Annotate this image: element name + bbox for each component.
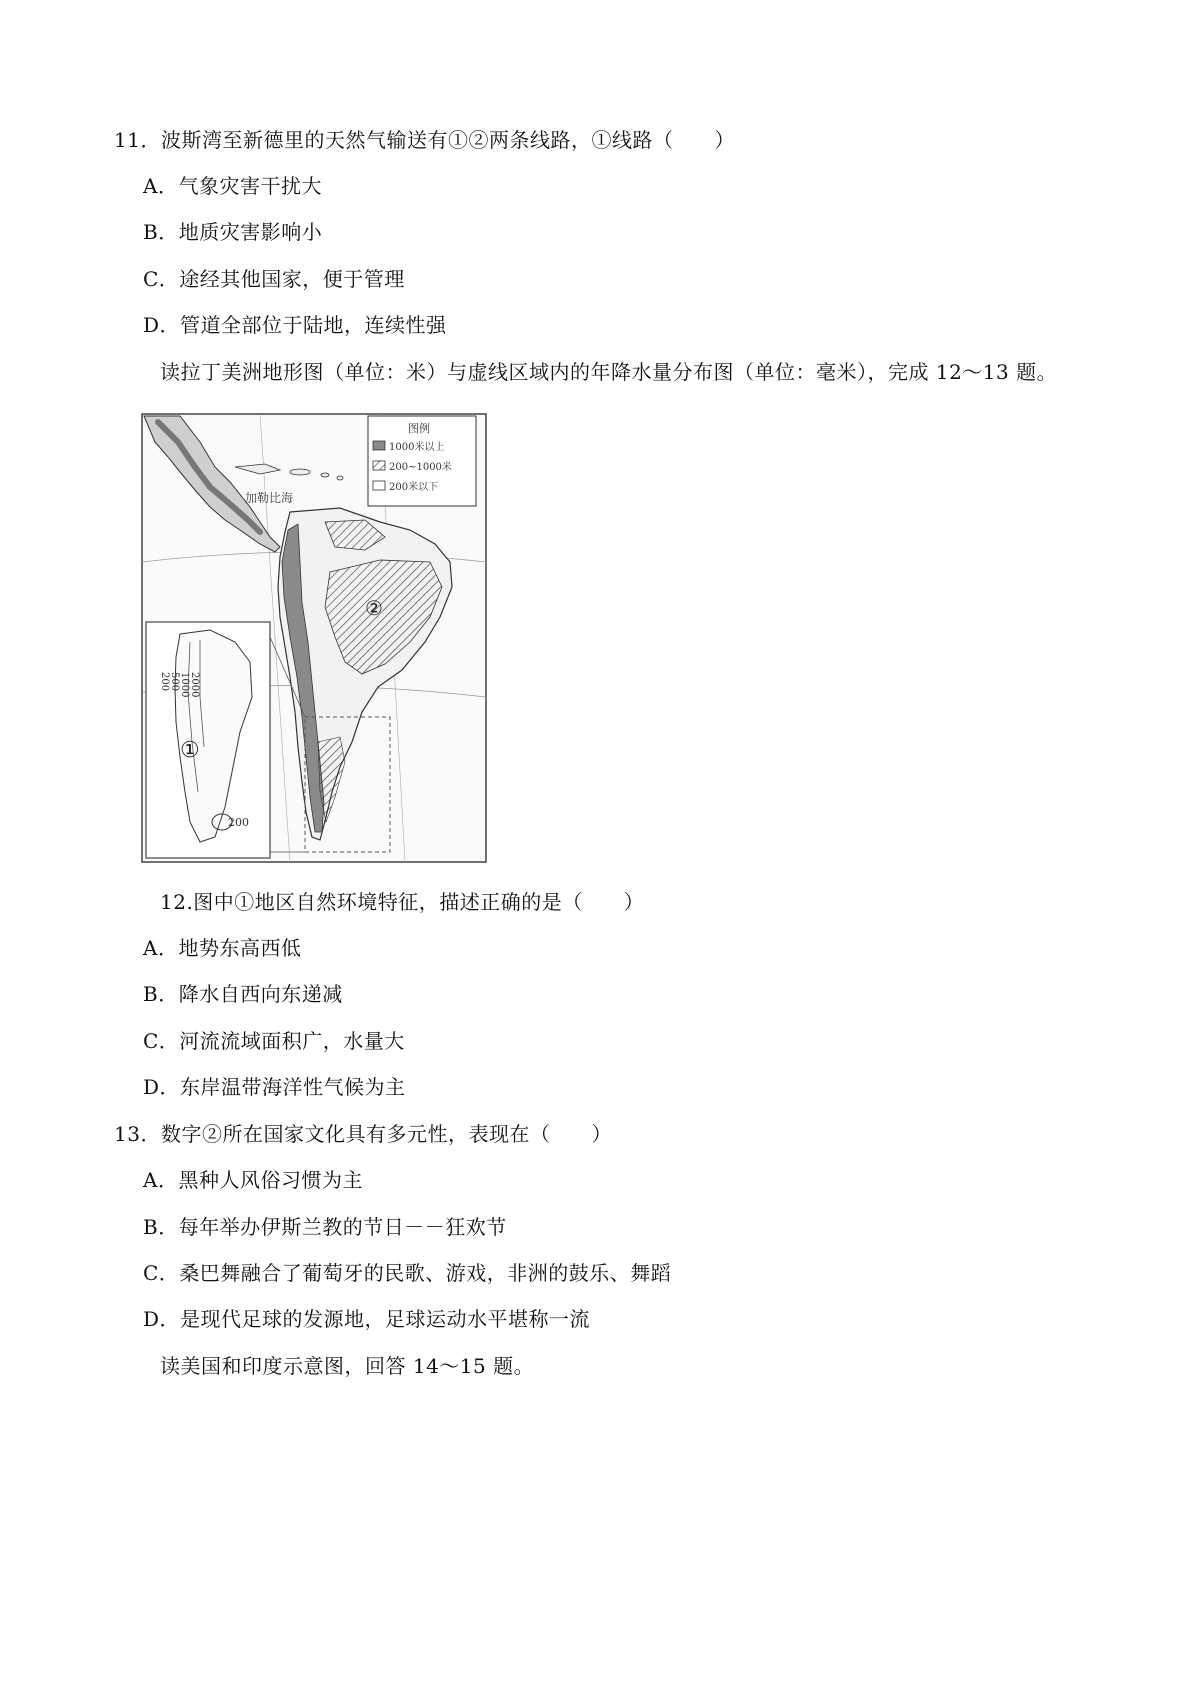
question-12-stem: 12.图中①地区自然环境特征，描述正确的是（ ） (160, 890, 645, 914)
question-12-option-a: A．地势东高西低 (143, 936, 302, 960)
legend-item-mid: 200~1000米 (389, 462, 452, 473)
question-11-option-c: C．途经其他国家，便于管理 (143, 267, 405, 291)
question-13-stem: 13．数字②所在国家文化具有多元性，表现在（ ） (114, 1122, 612, 1146)
question-11-stem: 11．波斯湾至新德里的天然气输送有①②两条线路，①线路（ ） (114, 128, 735, 152)
question-13-option-d: D．是现代足球的发源地，足球运动水平堪称一流 (143, 1307, 591, 1331)
isohyet-2000: 2000 (189, 672, 200, 698)
legend-swatch-mid (373, 461, 385, 470)
question-11-option-a: A．气象灾害干扰大 (143, 174, 322, 198)
isohyet-200: 200 (159, 672, 170, 692)
question-11-option-d: D．管道全部位于陆地，连续性强 (143, 313, 447, 337)
legend-item-high: 1000米以上 (389, 442, 445, 453)
legend-swatch-low (373, 481, 385, 490)
caribbean-sea-label: 加勒比海 (245, 491, 294, 505)
question-13-option-c: C．桑巴舞融合了葡萄牙的民歌、游戏，非洲的鼓乐、舞蹈 (143, 1261, 672, 1285)
question-12-option-c: C．河流流域面积广，水量大 (143, 1029, 405, 1053)
question-13-option-b: B．每年举办伊斯兰教的节日－－狂欢节 (143, 1215, 507, 1239)
question-12-option-d: D．东岸温带海洋性气候为主 (143, 1075, 406, 1099)
question-11-option-b: B．地质灾害影响小 (143, 220, 323, 244)
legend-item-low: 200米以下 (389, 482, 439, 493)
isohyet-1000: 1000 (179, 672, 190, 698)
intro-questions-14-15: 读美国和印度示意图，回答 14～15 题。 (160, 1354, 535, 1378)
marker-2: ② (365, 596, 383, 620)
question-12-option-b: B．降水自西向东递减 (143, 982, 343, 1006)
legend-title: 图例 (408, 422, 430, 435)
isohyet-500: 500 (169, 672, 180, 692)
question-13-option-a: A．黑种人风俗习惯为主 (143, 1168, 363, 1192)
isohyet-bottom-label: 200 (228, 816, 249, 829)
intro-questions-12-13: 读拉丁美洲地形图（单位：米）与虚线区域内的年降水量分布图（单位：毫米），完成 12～13 题。 (160, 360, 1058, 384)
latin-america-map (140, 412, 488, 864)
marker-1: ① (180, 738, 200, 763)
legend-swatch-high (373, 441, 385, 450)
